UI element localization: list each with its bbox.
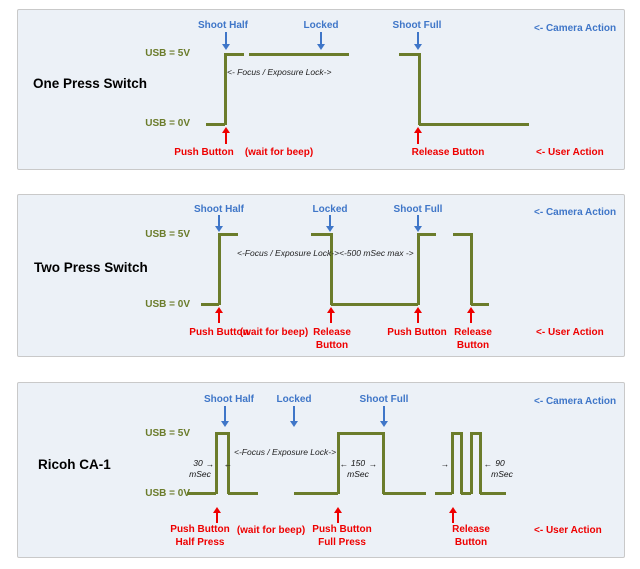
waveform-segment: [294, 492, 338, 495]
waveform-segment: [418, 233, 436, 236]
panel-title: Ricoh CA-1: [38, 457, 111, 472]
arrow-stem: [224, 406, 226, 422]
waveform-segment: [382, 432, 385, 494]
waveform-segment: [228, 492, 258, 495]
dimension-label: →: [205, 459, 215, 469]
camera-action-label: <- Camera Action: [534, 396, 617, 407]
usb-level-label: USB = 5V: [145, 48, 190, 59]
usb-level-label: USB = 0V: [145, 299, 190, 310]
label-line: Push Button: [174, 147, 234, 158]
panel-ricoh-ca-1: [17, 382, 625, 558]
label-line: Release: [454, 327, 492, 338]
waveform-segment: [224, 53, 227, 125]
arrow-stem: [218, 312, 220, 323]
label-line: Button: [454, 537, 488, 548]
label-line: Push Button: [387, 327, 447, 338]
waveform-segment: [218, 233, 221, 305]
arrow-stem: [470, 312, 472, 323]
waveform-segment: [225, 53, 244, 56]
panel-title: One Press Switch: [33, 76, 148, 91]
arrow-head: [326, 226, 334, 232]
user-action-label: [174, 146, 233, 159]
arrow-stem: [216, 512, 218, 523]
dimension-label: 150: [350, 458, 366, 468]
camera-action-label: Shoot Half: [198, 20, 248, 31]
camera-action-label: Shoot Half: [204, 394, 254, 405]
dimension-label: mSec: [347, 469, 369, 479]
camera-action-label: Shoot Half: [194, 204, 244, 215]
dimension-label: ←: [483, 459, 493, 469]
label-line: Release: [313, 327, 351, 338]
usb-level-label: USB = 5V: [145, 428, 190, 439]
arrow-head: [317, 44, 325, 50]
user-action-label: <- User Action: [536, 147, 604, 158]
usb-level-label: USB = 0V: [145, 488, 190, 499]
dimension-label: →: [368, 459, 378, 469]
camera-action-label: <- Camera Action: [534, 207, 617, 218]
dimension-label: 90: [495, 458, 505, 468]
arrow-stem: [452, 512, 454, 523]
user-action-label: [312, 523, 371, 549]
arrow-stem: [383, 406, 385, 422]
waveform-segment: [418, 53, 421, 125]
camera-action-label: Shoot Full: [359, 394, 409, 405]
dimension-label: →: [440, 459, 450, 469]
label-line: Button: [315, 340, 349, 351]
waveform-segment: [331, 303, 418, 306]
label-line: Push Button: [189, 327, 249, 338]
label-line: (wait for beep): [236, 525, 306, 536]
waveform-segment: [435, 492, 452, 495]
camera-action-label: Shoot Full: [392, 20, 442, 31]
waveform-segment: [330, 233, 333, 305]
waveform-segment: [451, 432, 454, 494]
waveform-segment: [215, 432, 218, 494]
arrow-head: [215, 226, 223, 232]
waveform-segment: [479, 432, 482, 494]
waveform-segment: [311, 233, 331, 236]
dimension-label: ←: [339, 459, 349, 469]
waveform-segment: [470, 233, 473, 305]
waveform-segment: [453, 233, 471, 236]
camera-action-label: Locked: [303, 20, 339, 31]
arrow-head: [222, 44, 230, 50]
timing-annotation: <-Focus / Exposure Lock->: [234, 447, 337, 457]
waveform-segment: [480, 492, 506, 495]
camera-action-label: Locked: [312, 204, 348, 215]
label-line: Button: [456, 340, 490, 351]
dimension-label: 30: [193, 458, 203, 468]
timing-annotation: <-500 mSec max ->: [339, 248, 414, 258]
label-line: Full Press: [318, 537, 366, 548]
waveform-segment: [201, 303, 219, 306]
label-line: (wait for beep): [244, 147, 314, 158]
user-action-label: [170, 523, 229, 549]
waveform-segment: [187, 492, 216, 495]
label-line: Release: [452, 524, 490, 535]
waveform-segment: [471, 303, 489, 306]
arrow-head: [221, 421, 229, 427]
dimension-label: ←: [223, 459, 233, 469]
arrow-stem: [417, 312, 419, 323]
waveform-segment: [219, 233, 238, 236]
user-action-label: <- User Action: [536, 327, 604, 338]
waveform-segment: [417, 233, 420, 305]
user-action-label: [313, 326, 351, 352]
waveform-segment: [338, 432, 383, 435]
arrow-stem: [293, 406, 295, 422]
usb-level-label: USB = 5V: [145, 229, 190, 240]
waveform-segment: [249, 53, 349, 56]
user-action-label: [240, 326, 308, 339]
user-action-label: [452, 523, 490, 549]
dimension-label: mSec: [189, 469, 211, 479]
timing-annotation: <- Focus / Exposure Lock->: [227, 67, 332, 77]
label-line: Push Button: [312, 524, 372, 535]
usb-level-label: USB = 0V: [145, 118, 190, 129]
waveform-segment: [419, 123, 529, 126]
arrow-head: [414, 44, 422, 50]
user-action-label: <- User Action: [534, 525, 602, 536]
label-line: Release Button: [411, 147, 485, 158]
arrow-stem: [225, 132, 227, 144]
panel-title: Two Press Switch: [34, 260, 148, 275]
panel-one-press-switch: [17, 9, 625, 170]
waveform-segment: [470, 432, 473, 494]
dimension-label: mSec: [491, 469, 513, 479]
camera-action-label: Shoot Full: [393, 204, 443, 215]
camera-action-label: <- Camera Action: [534, 23, 617, 34]
arrow-head: [380, 421, 388, 427]
user-action-label: [412, 146, 485, 159]
waveform-segment: [383, 492, 426, 495]
arrow-stem: [330, 312, 332, 323]
user-action-label: [245, 146, 313, 159]
waveform-segment: [399, 53, 419, 56]
arrow-head: [414, 226, 422, 232]
arrow-head: [290, 421, 298, 427]
waveform-segment: [206, 123, 225, 126]
user-action-label: [237, 524, 305, 537]
label-line: Push Button: [170, 524, 230, 535]
label-line: Half Press: [175, 537, 225, 548]
user-action-label: [387, 326, 446, 339]
arrow-stem: [417, 132, 419, 144]
camera-action-label: Locked: [276, 394, 312, 405]
timing-annotation: <-Focus / Exposure Lock->: [237, 248, 340, 258]
label-line: (wait for beep): [239, 327, 309, 338]
waveform-segment: [460, 432, 463, 494]
arrow-stem: [337, 512, 339, 523]
user-action-label: [454, 326, 492, 352]
panel-two-press-switch: [17, 194, 625, 357]
